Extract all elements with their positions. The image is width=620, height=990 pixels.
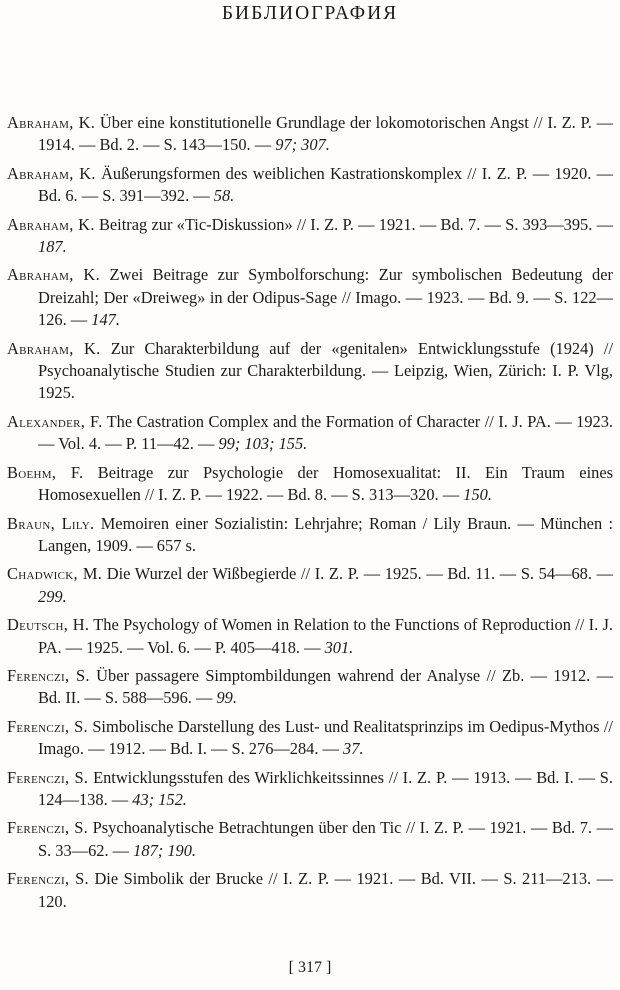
entry-page-refs: 147. — [91, 310, 120, 330]
bibliography-entry — [7, 716, 613, 761]
entry-text: The Castration Complex and the Formation of Character // I. J. PA. — 1923. — Vol. 4. — P. 11—42. — — [38, 411, 613, 454]
bibliography-entry — [7, 112, 613, 157]
bibliography-entry — [7, 665, 613, 710]
entry-author: Abraham, K. — [7, 214, 95, 234]
bibliography-entry — [7, 462, 613, 507]
entry-text: The Psychology of Women in Relation to the Functions of Reproduction // I. J. PA. — 1925. — Vol. 6. — P. 405—418. — — [38, 615, 613, 657]
entry-author: Abraham, K. — [7, 113, 96, 132]
entry-page-refs: 97; 307. — [275, 135, 330, 155]
entry-page-refs: 187; 190. — [133, 840, 196, 860]
entry-text: Simbolische Darstellung des Lust- und Realitatsprinzips im Oedipus-Mythos // Imago. — 1912. — Bd. I. — S. 276—284. — — [38, 716, 613, 759]
entry-page-refs: 150. — [463, 485, 492, 505]
entry-author: Ferenczi, S. — [7, 767, 89, 787]
entry-text: Entwicklungsstufen des Wirklichkeitssinnes // I. Z. P. — 1913. — Bd. I. — S. 124—138. — — [38, 767, 613, 809]
entry-author: Abraham, K. — [7, 265, 100, 285]
bibliography-entry — [7, 767, 613, 812]
entry-author: Chadwick, M. — [7, 564, 103, 584]
entry-page-refs: 43; 152. — [132, 789, 187, 809]
bibliography-entry — [7, 563, 613, 608]
entry-page-refs: 58. — [213, 186, 235, 206]
entry-text: Psychoanalytische Betrachtungen über den Tic // I. Z. P. — 1921. — Bd. 7. — S. 33—62. — — [38, 818, 613, 860]
entry-page-refs: 99; 103; 155. — [218, 434, 308, 454]
entry-text: Die Wurzel der Wißbegierde // I. Z. P. — 1925. — Bd. 11. — S. 54—68. — — [102, 564, 614, 584]
entry-text: Beitrage zur Psychologie der Homosexualitat: II. Ein Traum eines Homosexuellen // I. Z. P. — 1922. — Bd. 8. — S. 313—320. — — [38, 462, 613, 505]
bibliography-list — [7, 112, 613, 919]
entry-page-refs: 187. — [38, 237, 67, 257]
page-number — [0, 959, 620, 977]
entry-author: Abraham, K. — [7, 338, 101, 358]
entry-author: Boehm, F. — [7, 462, 84, 482]
bibliography-entry — [7, 264, 613, 331]
bibliography-entry — [7, 163, 613, 208]
bibliography-entry — [7, 513, 613, 558]
page-number-text: [ 317 ] — [288, 959, 332, 976]
entry-text: Memoiren einer Sozialistin: Lehrjahre; Roman / Lily Braun. — München : Langen, 1909. — 657 s. — [38, 513, 613, 555]
entry-author: Ferenczi, S. — [7, 869, 89, 889]
bibliography-entry — [7, 338, 613, 405]
entry-author: Ferenczi, S. — [7, 665, 90, 685]
entry-author: Braun, Lily. — [7, 513, 95, 533]
entry-text: Zur Charakterbildung auf der «genitalen» Entwicklungsstufe (1924) // Psychoanalytische Studien zur Charakterbildung. — Leipzig, Wien, Zürich: I. P. Vlg, 1925. — [38, 338, 613, 403]
bibliography-entry — [7, 214, 613, 259]
entry-author: Ferenczi, S. — [7, 818, 89, 838]
page-title: БИБЛИОГРАФИЯ — [221, 3, 399, 24]
bibliography-entry — [7, 614, 613, 659]
entry-page-refs: 301. — [324, 637, 354, 657]
entry-text: Über passagere Simptombildungen wahrend der Analyse // Zb. — 1912. — Bd. II. — S. 588—596. — — [38, 665, 613, 708]
bibliography-entry — [7, 817, 613, 862]
bibliography-entry — [7, 868, 613, 913]
entry-text: Über eine konstitutionelle Grundlage der lokomotorischen Angst // I. Z. P. — 1914. — Bd. 2. — S. 143—150. — — [38, 113, 613, 155]
entry-author: Abraham, K. — [7, 163, 96, 183]
entry-page-refs: 99. — [216, 688, 237, 708]
entry-text: Die Simbolik der Brucke // I. Z. P. — 1921. — Bd. VII. — S. 211—213. — 120. — [38, 869, 613, 911]
bibliography-entry — [7, 411, 613, 456]
entry-text: Äußerungsformen des weiblichen Kastrationskomplex // I. Z. P. — 1920. — Bd. 6. — S. 391—392. — — [38, 163, 613, 206]
entry-author: Deutsch, H. — [7, 615, 90, 635]
entry-page-refs: 299. — [38, 586, 67, 606]
entry-author: Ferenczi, S. — [7, 716, 88, 736]
entry-page-refs: 37. — [343, 739, 364, 759]
entry-author: Alexander, F. — [7, 411, 103, 431]
entry-text: Beitrag zur «Tic-Diskussion» // I. Z. P. — 1921. — Bd. 7. — S. 393—395. — — [94, 214, 613, 234]
entry-text: Zwei Beitrage zur Symbolforschung: Zur symbolischen Bedeutung der Dreizahl; Der «Dreiweg» in der Odipus-Sage // Imago. — 1923. — Bd. 9. — S. 122—126. — — [38, 265, 613, 330]
